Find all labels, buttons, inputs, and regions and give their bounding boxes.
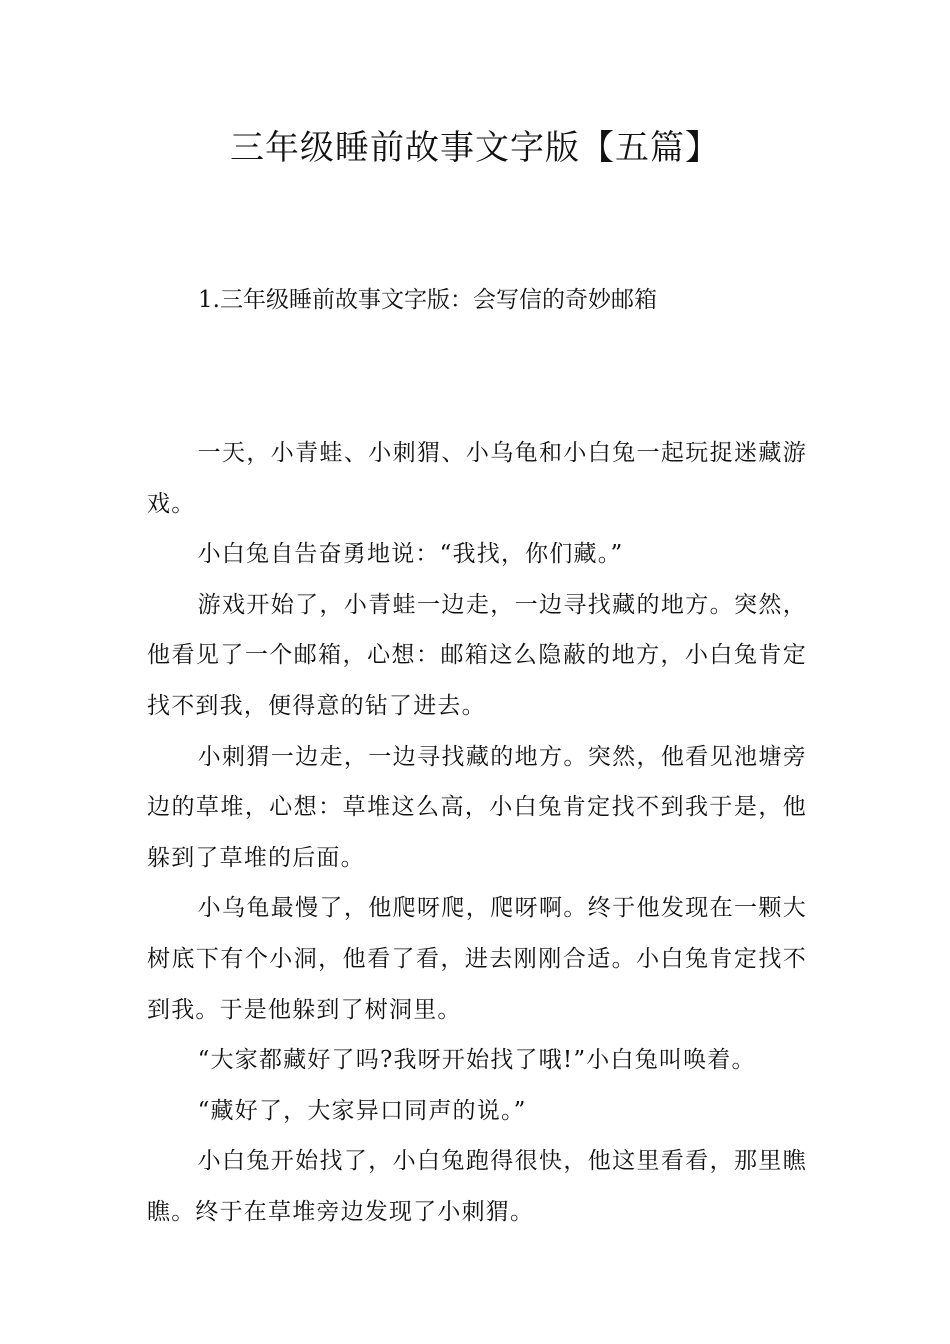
paragraph: 小白兔自告奋勇地说：“我找，你们藏。”: [197, 541, 624, 568]
paragraph: “藏好了，大家异口同声的说。”: [197, 1097, 527, 1124]
page-title: 三年级睡前故事文字版【五篇】: [230, 128, 720, 168]
paragraph: 游戏开始了，小青蛙一边走，一边寻找藏的地方。突然，他看见了一个邮箱，心想：邮箱这么隐蔽的地方，小白兔肯定找不到我，便得意的钻了进去。: [147, 591, 807, 719]
story-body: [147, 428, 807, 1238]
paragraph: 小白兔开始找了，小白兔跑得很快，他这里看看，那里瞧瞧。终于在草堆旁边发现了小刺猬。: [147, 1148, 807, 1225]
paragraph: 小刺猬一边走，一边寻找藏的地方。突然，他看见池塘旁边的草堆，心想：草堆这么高，小白兔肯定找不到我于是，他躲到了草堆的后面。: [147, 743, 807, 871]
story-heading: 1.三年级睡前故事文字版：会写信的奇妙邮箱: [198, 287, 657, 313]
paragraph: 小乌龟最慢了，他爬呀爬，爬呀啊。终于他发现在一颗大树底下有个小洞，他看了看，进去刚刚合适。小白兔肯定找不到我。于是他躲到了树洞里。: [147, 895, 807, 1023]
paragraph: 一天，小青蛙、小刺猬、小乌龟和小白兔一起玩捉迷藏游戏。: [147, 440, 807, 517]
paragraph: “大家都藏好了吗?我呀开始找了哦!”小白兔叫唤着。: [197, 1047, 756, 1074]
